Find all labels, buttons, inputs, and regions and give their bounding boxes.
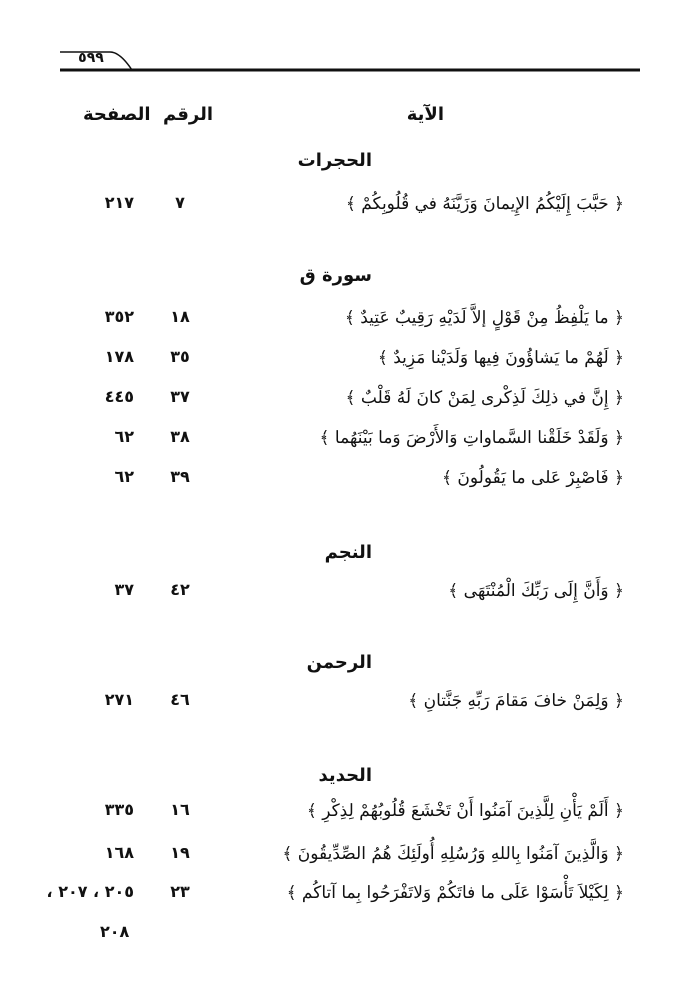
- ayah-number: ٢٣: [170, 882, 190, 901]
- page-reference-continued: ٢٠٨: [100, 922, 130, 941]
- ayah-number: ٤٦: [170, 690, 190, 709]
- ayah-number: ١٦: [170, 800, 190, 819]
- ayah-text: ﴿ وَأَنَّ إِلَى رَبِّكَ الْمُنْتَهَى ﴾: [448, 581, 624, 601]
- page-reference: ٣٧: [114, 580, 134, 599]
- ayah-text: ﴿ فَاصْبِرْ عَلى ما يَقُولُونَ ﴾: [442, 468, 624, 488]
- ayah-text: ﴿ وَلَقَدْ خَلَقْنا السَّماواتِ وَالأَرْضَ وَما بَيْنَهُما ﴾: [319, 428, 624, 448]
- column-header-number: الرقم: [163, 104, 214, 125]
- ayah-number: ٣٩: [170, 467, 190, 486]
- page-reference: ٢١٧: [104, 193, 134, 212]
- ayah-number: ٣٧: [170, 387, 190, 406]
- surah-title: الحديد: [318, 765, 372, 786]
- ayah-text: ﴿ وَلِمَنْ خافَ مَقامَ رَبِّهِ جَنَّتانِ ﴾: [408, 691, 624, 711]
- ayah-number: ٣٨: [170, 427, 190, 446]
- page-reference: ١٧٨: [104, 347, 134, 366]
- ayah-text: ﴿ إِنَّ في ذلِكَ لَذِكْرى لِمَنْ كانَ لَهُ قَلْبٌ ﴾: [345, 388, 624, 408]
- page-reference: ٢٠٥ ، ٢٠٧ ،: [46, 882, 134, 901]
- ayah-number: ٤٢: [170, 580, 190, 599]
- ayah-text: ﴿ أَلَمْ يَأْنِ لِلَّذِينَ آمَنُوا أَنْ تَخْشَعَ قُلُوبُهُمْ لِذِكْرِ ﴾: [306, 801, 624, 821]
- ayah-number: ٣٥: [170, 347, 190, 366]
- ayah-text: ﴿ حَبَّبَ إِلَيْكُمُ الإِيمانَ وَزَيَّنَهُ في قُلُوبِكُمْ ﴾: [345, 194, 624, 214]
- surah-title: الحجرات: [297, 150, 372, 171]
- surah-title: النجم: [324, 542, 372, 563]
- page-reference: ٦٢: [114, 467, 134, 486]
- surah-title: الرحمن: [306, 652, 372, 673]
- ayah-number: ١٩: [170, 843, 190, 862]
- ayah-number: ١٨: [170, 307, 190, 326]
- page-reference: ٢٧١: [104, 690, 134, 709]
- ayah-text: ﴿ لِكَيْلاَ تَأْسَوْا عَلَى ما فاتَكُمْ وَلاتَفْرَحُوا بِما آتاكُم ﴾: [286, 883, 624, 903]
- surah-title: سورة ق: [299, 265, 372, 286]
- page-reference: ١٦٨: [104, 843, 134, 862]
- ayah-number: ٧: [175, 193, 185, 212]
- page-reference: ٣٥٢: [104, 307, 134, 326]
- page-reference: ٦٢: [114, 427, 134, 446]
- column-header-page: الصفحة: [83, 104, 151, 125]
- page-reference: ٤٤٥: [104, 387, 134, 406]
- column-header-ayah: الآية: [406, 104, 444, 125]
- page-reference: ٣٣٥: [104, 800, 134, 819]
- ayah-text: ﴿ ما يَلْفِظُ مِنْ قَوْلٍ إلاَّ لَدَيْهِ رَقِيبٌ عَتِيدٌ ﴾: [344, 308, 624, 328]
- ayah-text: ﴿ لَهُمْ ما يَشاؤُونَ فِيها وَلَدَيْنا مَزِيدٌ ﴾: [377, 348, 624, 368]
- ayah-text: ﴿ وَالَّذِينَ آمَنُوا بِاللهِ وَرُسُلِهِ أُولَئِكَ هُمُ الصِّدِّيقُونَ ﴾: [282, 844, 624, 864]
- page-number: ٥٩٩: [78, 50, 104, 66]
